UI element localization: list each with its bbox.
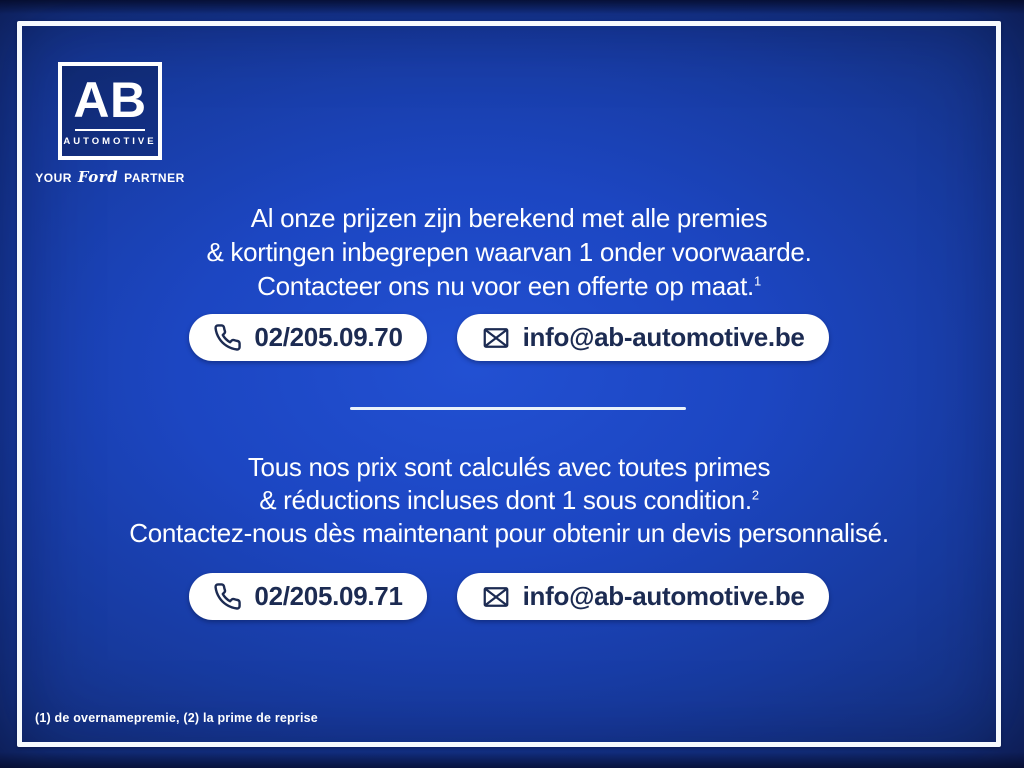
- french-line-2: & réductions incluses dont 1 sous condition.$^2$: [259, 485, 759, 515]
- company-logo: [35, 62, 185, 187]
- tagline-your: YOUR: [35, 171, 72, 185]
- phone-icon: [213, 582, 242, 611]
- logo-divider-rule: [75, 129, 145, 131]
- phone-number-french: 02/205.09.71: [254, 581, 403, 611]
- email-button-dutch[interactable]: [457, 314, 829, 361]
- french-message: [22, 451, 996, 550]
- dutch-line-3: Contacteer ons nu voor een offerte op maat.$^1$: [257, 271, 761, 301]
- section-divider: [350, 407, 686, 410]
- email-address-dutch: info@ab-automotive.be: [522, 322, 805, 352]
- envelope-icon: [481, 582, 511, 612]
- logo-company-name: AUTOMOTIVE: [63, 136, 157, 147]
- footnote-legend: (1) de overnamepremie, (2) la prime de reprise: [35, 711, 318, 725]
- french-line-1: Tous nos prix sont calculés avec toutes primes: [247, 452, 771, 482]
- french-line-3: Contactez-nous dès maintenant pour obtenir un devis personnalisé.: [129, 518, 889, 548]
- french-footnote-marker: 2: [751, 487, 759, 503]
- envelope-icon: [481, 323, 511, 353]
- dutch-line-1: Al onze prijzen zijn berekend met alle premies: [250, 203, 768, 233]
- dutch-message: [22, 201, 996, 303]
- dutch-contact-row: [22, 314, 996, 361]
- ford-brand-script: Ford: [77, 168, 119, 186]
- dutch-footnote-marker: 1: [753, 273, 761, 289]
- logo-box: [58, 62, 162, 160]
- logo-initials: AB: [73, 72, 147, 128]
- logo-tagline: [35, 168, 185, 187]
- phone-number-dutch: 02/205.09.70: [254, 322, 403, 352]
- french-contact-row: [22, 573, 996, 620]
- dutch-line-2: & kortingen inbegrepen waarvan 1 onder voorwaarde.: [206, 237, 812, 267]
- phone-button-french[interactable]: [189, 573, 426, 620]
- phone-icon: [213, 323, 242, 352]
- email-address-french: info@ab-automotive.be: [522, 581, 805, 611]
- tagline-partner: PARTNER: [124, 171, 185, 185]
- phone-button-dutch[interactable]: [189, 314, 426, 361]
- email-button-french[interactable]: [457, 573, 829, 620]
